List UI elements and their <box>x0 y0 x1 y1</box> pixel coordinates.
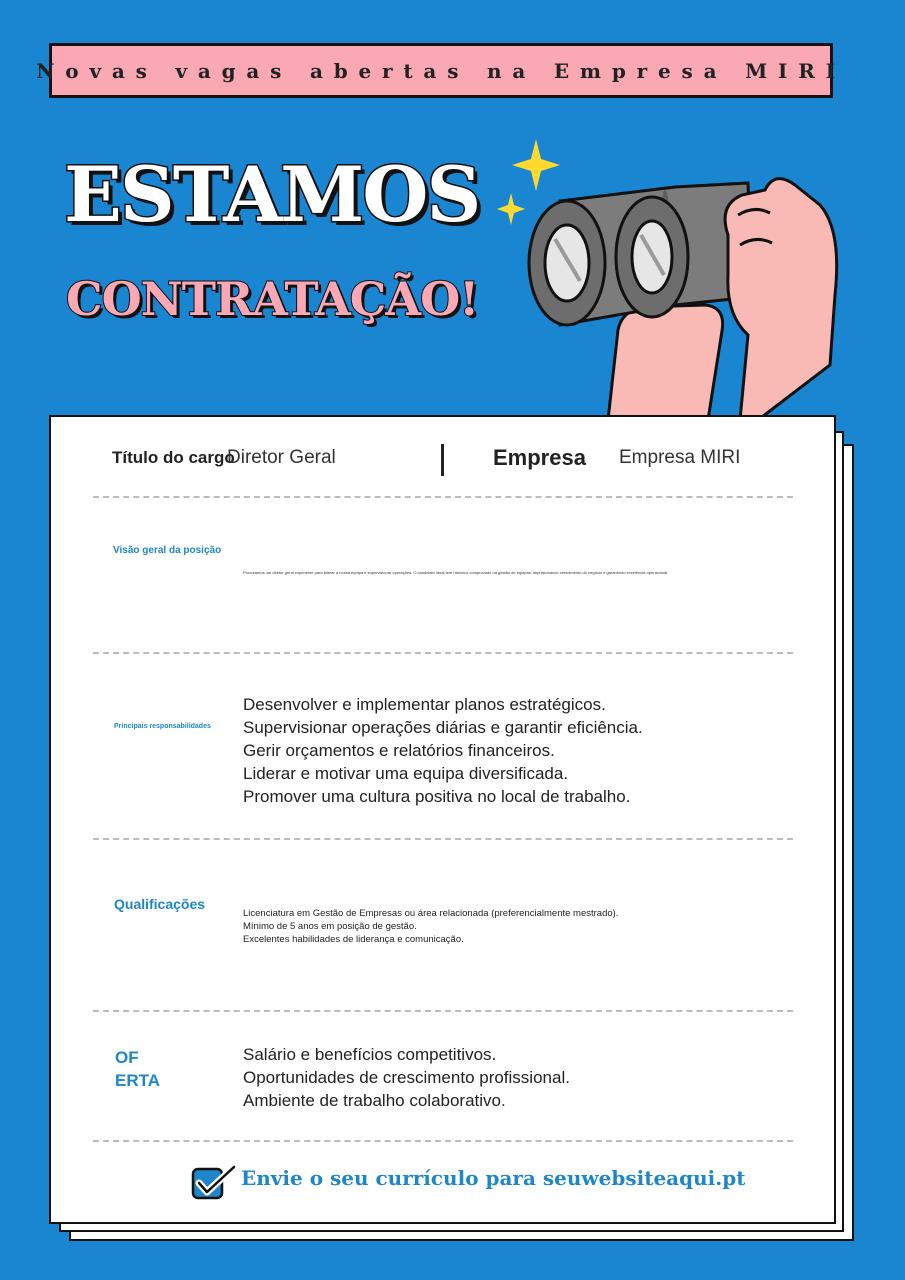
list-item: Oportunidades de crescimento profissional. <box>243 1068 570 1087</box>
sparkle-icon <box>512 139 560 191</box>
company-label: Empresa <box>493 445 586 470</box>
top-banner <box>36 43 846 98</box>
overview-text: Procuramos um diretor geral experiente para liderar a nossa equipa e supervisionar operações. O candidato ideal tem histórico comprovado na gestão de equipas, impulsionando crescimento do negócio e garantindo excelência operacional. <box>243 570 669 575</box>
headline-contratacao: CONTRATAÇÃO! <box>66 272 479 326</box>
header-separator <box>441 444 444 476</box>
banner-text: Novas vagas abertas na Empresa MIRI <box>36 58 846 83</box>
divider <box>93 652 793 654</box>
divider <box>93 496 793 498</box>
job-title-label: Título do cargo <box>112 448 235 467</box>
offer-label <box>115 1046 160 1092</box>
binoculars-hands-illustration <box>490 135 850 420</box>
divider <box>93 1010 793 1012</box>
responsibilities-list <box>243 693 643 808</box>
offer-label-line2: ERTA <box>115 1071 161 1090</box>
offer-list <box>243 1043 570 1112</box>
list-item: Ambiente de trabalho colaborativo. <box>243 1091 506 1110</box>
list-item: Salário e benefícios competitivos. <box>243 1045 497 1064</box>
qualifications-list <box>243 907 618 946</box>
list-item: Gerir orçamentos e relatórios financeiros. <box>243 741 555 760</box>
responsibilities-label: Principais responsabilidades <box>114 723 211 730</box>
sparkle-small-icon <box>497 193 525 225</box>
divider <box>93 838 793 840</box>
job-title-value: Diretor Geral <box>227 447 336 468</box>
apply-instructions: Envie o seu currículo para seuwebsiteaqui.pt <box>241 1166 746 1190</box>
divider <box>93 1140 793 1142</box>
list-item: Excelentes habilidades de liderança e comunicação. <box>243 934 464 945</box>
headline-estamos: ESTAMOS <box>64 150 480 239</box>
list-item: Promover uma cultura positiva no local de trabalho. <box>243 787 631 806</box>
list-item: Supervisionar operações diárias e garantir eficiência. <box>243 718 643 737</box>
list-item: Desenvolver e implementar planos estratégicos. <box>243 695 606 714</box>
offer-label-line1: OF <box>115 1048 139 1067</box>
company-value: Empresa MIRI <box>619 447 741 468</box>
list-item: Mínimo de 5 anos em posição de gestão. <box>243 921 417 932</box>
qualifications-label: Qualificações <box>114 896 206 912</box>
list-item: Licenciatura em Gestão de Empresas ou área relacionada (preferencialmente mestrado). <box>243 908 619 919</box>
overview-label: Visão geral da posição <box>113 545 222 556</box>
checkbox-icon <box>190 1163 238 1201</box>
list-item: Liderar e motivar uma equipa diversificada. <box>243 764 569 783</box>
